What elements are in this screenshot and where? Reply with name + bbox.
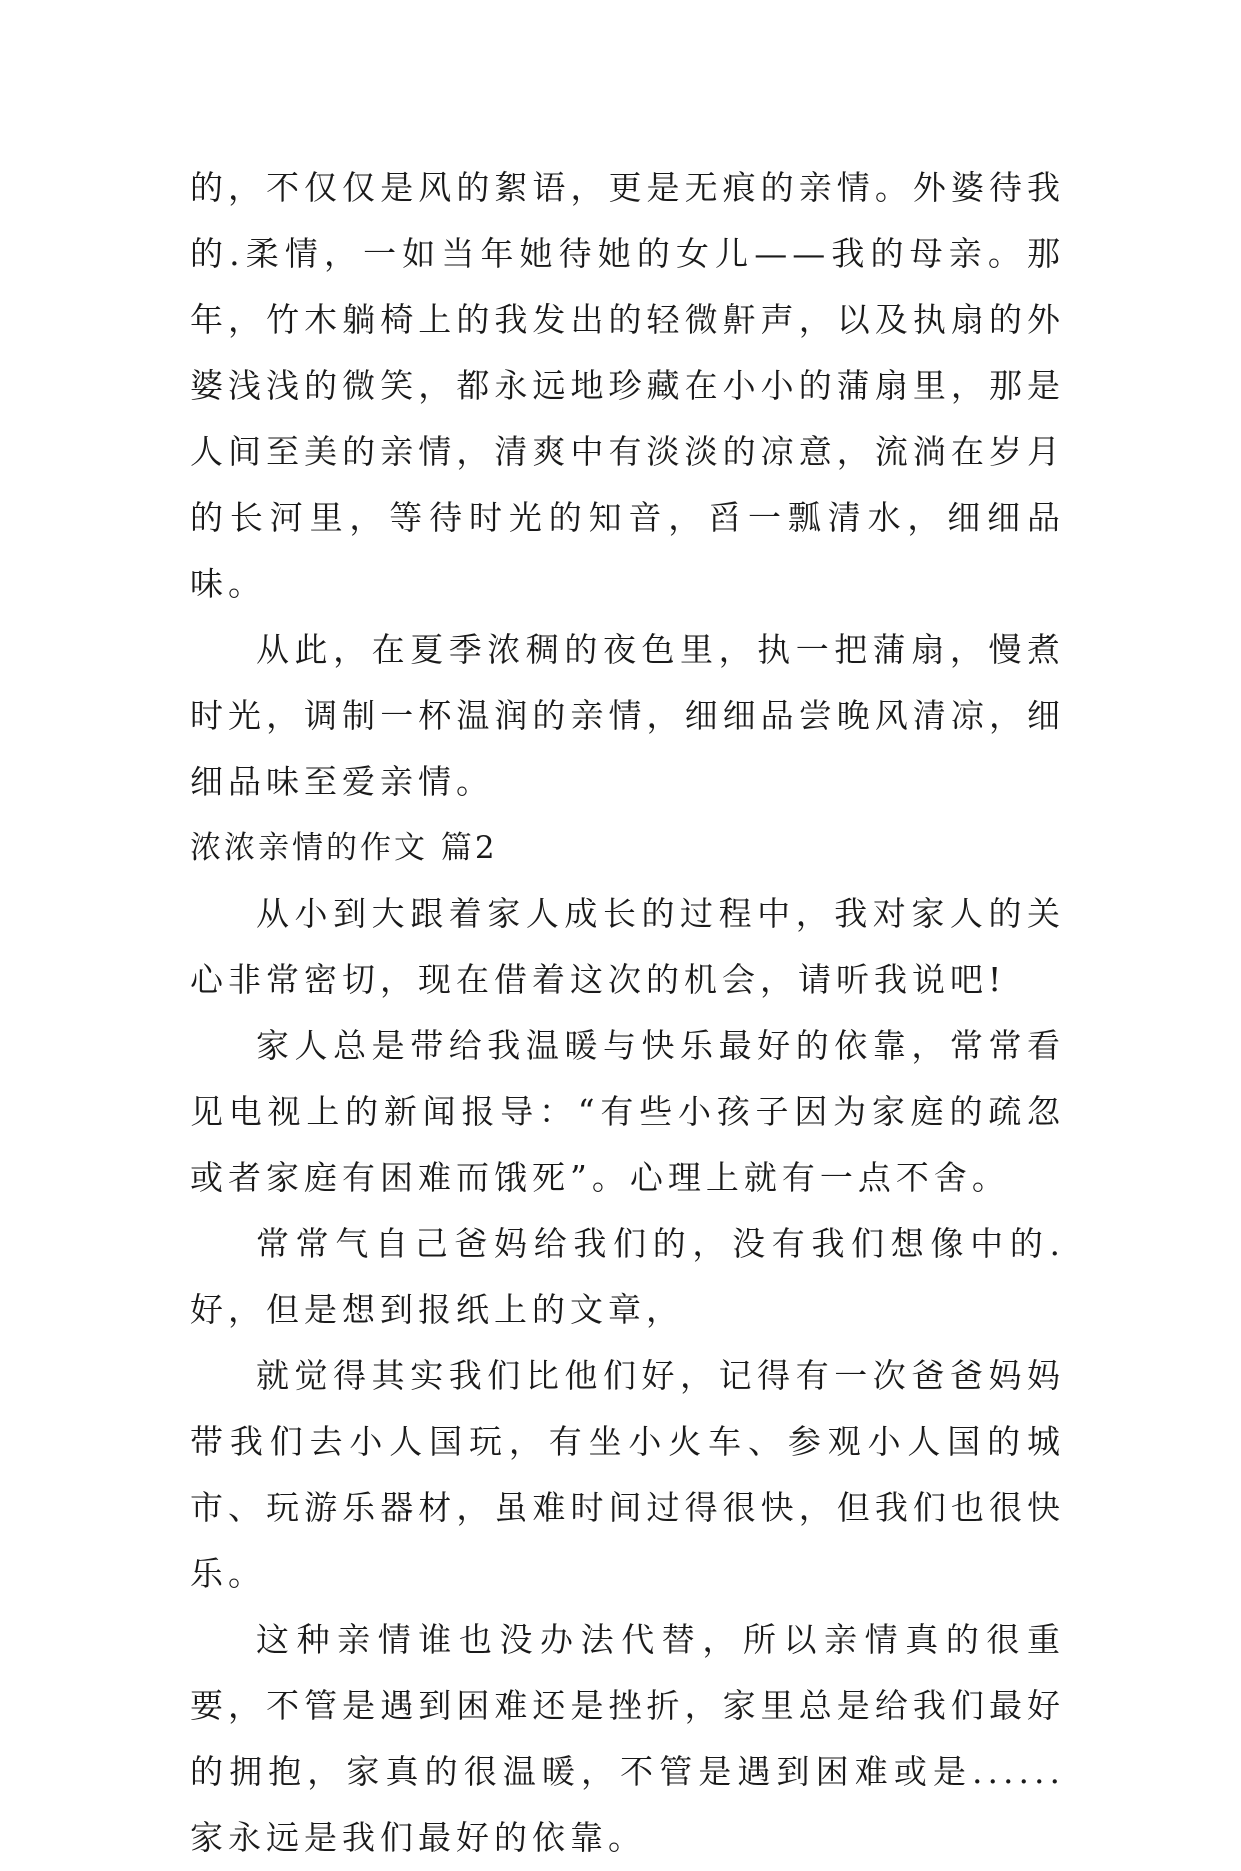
paragraph-conclusion: 从此，在夏季浓稠的夜色里，执一把蒲扇，慢煮时光，调制一杯温润的亲情，细细品尝晚风清凉，细细品味至爱亲情。	[190, 630, 1065, 801]
paragraph-trip: 就觉得其实我们比他们好，记得有一次爸爸妈妈带我们去小人国玩，有坐小火车、参观小人国的城市、玩游乐器材，虽难时间过得很快，但我们也很快乐。	[190, 1356, 1065, 1593]
essay-heading: 浓浓亲情的作文 篇2	[190, 830, 498, 866]
paragraph-ending: 这种亲情谁也没办法代替，所以亲情真的很重要，不管是遇到困难还是挫折，家里总是给我们最好的拥抱，家真的很温暖，不管是遇到困难或是......家永远是我们最好的依靠。	[190, 1620, 1065, 1857]
document-body	[190, 155, 1065, 1871]
paragraph-family-support: 家人总是带给我温暖与快乐最好的依靠，常常看见电视上的新闻报导：“有些小孩子因为家庭的疏忽或者家庭有困难而饿死”。心理上就有一点不舍。	[190, 1026, 1065, 1197]
paragraph-complaint: 常常气自己爸妈给我们的，没有我们想像中的.好，但是想到报纸上的文章，	[190, 1224, 1065, 1329]
paragraph-intro: 从小到大跟着家人成长的过程中，我对家人的关心非常密切，现在借着这次的机会，请听我说吧!	[190, 894, 1065, 999]
paragraph-continuation: 的，不仅仅是风的絮语，更是无痕的亲情。外婆待我的.柔情，一如当年她待她的女儿——我的母亲。那年，竹木躺椅上的我发出的轻微鼾声，以及执扇的外婆浅浅的微笑，都永远地珍藏在小小的蒲扇里，那是人间至美的亲情，清爽中有淡淡的凉意，流淌在岁月的长河里，等待时光的知音，舀一瓢清水，细细品味。	[190, 168, 1065, 603]
